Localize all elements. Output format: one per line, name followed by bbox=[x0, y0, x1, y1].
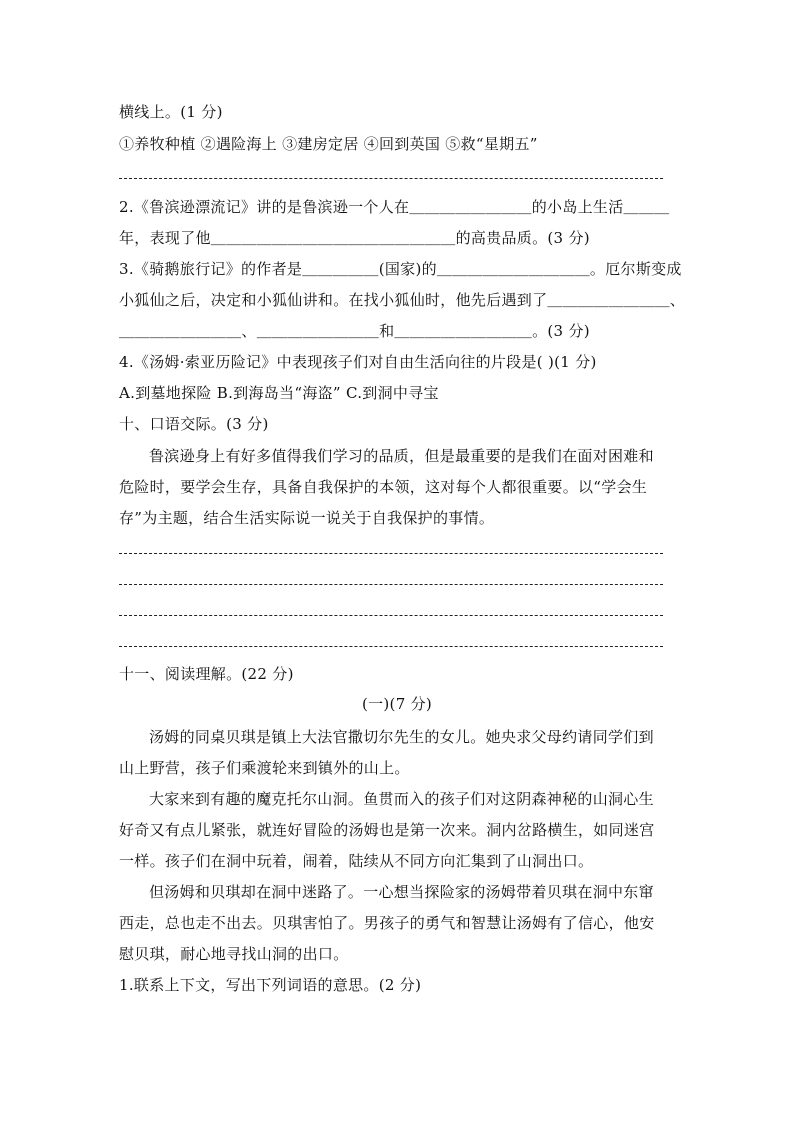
reading-paragraph-2-line-2: 好奇又有点儿紧张，就连好冒险的汤姆也是第一次来。洞内岔路横生，如同迷宫 bbox=[119, 821, 655, 839]
section-10-paragraph-3: 存”为主题，结合生活实际说一说关于自我保护的事情。 bbox=[119, 509, 495, 527]
reading-paragraph-1-line-2: 山上野营，孩子们乘渡轮来到镇外的山上。 bbox=[119, 759, 410, 777]
question-3-line-3: ＿＿＿＿＿＿＿＿、＿＿＿＿＿＿＿＿和＿＿＿＿＿＿＿＿＿。(3 分) bbox=[119, 322, 590, 340]
reading-paragraph-1-line-1: 汤姆的同桌贝琪是镇上大法官撒切尔先生的女儿。她央求父母约请同学们到 bbox=[149, 728, 654, 746]
answer-line[interactable] bbox=[119, 553, 663, 554]
question-2-line-2: 年，表现了他＿＿＿＿＿＿＿＿＿＿＿＿＿＿＿＿的高贵品质。(3 分) bbox=[119, 229, 590, 247]
reading-paragraph-2-line-3: 一样。孩子们在洞中玩着，闹着，陆续从不同方向汇集到了山洞出口。 bbox=[119, 852, 594, 870]
answer-line[interactable] bbox=[119, 178, 663, 179]
answer-line[interactable] bbox=[119, 646, 663, 647]
answer-line[interactable] bbox=[119, 584, 663, 585]
reading-paragraph-3-line-1: 但汤姆和贝琪却在洞中迷路了。一心想当探险家的汤姆带着贝琪在洞中东窜 bbox=[149, 883, 654, 901]
line-instruction: 横线上。(1 分) bbox=[119, 103, 223, 121]
question-4-options: A.到墓地探险 B.到海岛当“海盗” C.到洞中寻宝 bbox=[119, 384, 439, 402]
question-3-line-1: 3.《骑鹅旅行记》的作者是＿＿＿＿＿(国家)的＿＿＿＿＿＿＿＿＿＿。厄尔斯变成 bbox=[119, 260, 682, 278]
section-10-heading: 十、口语交际。(3 分) bbox=[119, 415, 269, 433]
subsection-1-heading: (一)(7 分) bbox=[361, 695, 433, 713]
section-10-paragraph-1: 鲁滨逊身上有好多值得我们学习的品质，但是最重要的是我们在面对困难和 bbox=[149, 447, 654, 465]
reading-paragraph-3-line-3: 慰贝琪，耐心地寻找山洞的出口。 bbox=[119, 945, 349, 963]
section-10-paragraph-2: 危险时，要学会生存，具备自我保护的本领，这对每个人都很重要。以“学会生 bbox=[119, 478, 648, 496]
reading-paragraph-2-line-1: 大家来到有趣的魔克托尔山洞。鱼贯而入的孩子们对这阴森神秘的山洞心生 bbox=[149, 790, 654, 808]
reading-question-1: 1.联系上下文，写出下列词语的意思。(2 分) bbox=[119, 976, 422, 994]
line-options: ①养牧种植 ②遇险海上 ③建房定居 ④回到英国 ⑤救“星期五” bbox=[119, 135, 538, 153]
question-2-line-1: 2.《鲁滨逊漂流记》讲的是鲁滨逊一个人在＿＿＿＿＿＿＿＿的小岛上生活＿＿＿ bbox=[119, 198, 670, 216]
section-11-heading: 十一、阅读理解。(22 分) bbox=[119, 665, 294, 683]
answer-line[interactable] bbox=[119, 615, 663, 616]
reading-paragraph-3-line-2: 西走，总也走不出去。贝琪害怕了。男孩子的勇气和智慧让汤姆有了信心，他安 bbox=[119, 914, 655, 932]
question-3-line-2: 小狐仙之后，决定和小狐仙讲和。在找小狐仙时，他先后遇到了＿＿＿＿＿＿＿＿、 bbox=[119, 291, 686, 309]
question-4: 4.《汤姆·索亚历险记》中表现孩子们对自由生活向往的片段是( )(1 分) bbox=[119, 353, 597, 371]
